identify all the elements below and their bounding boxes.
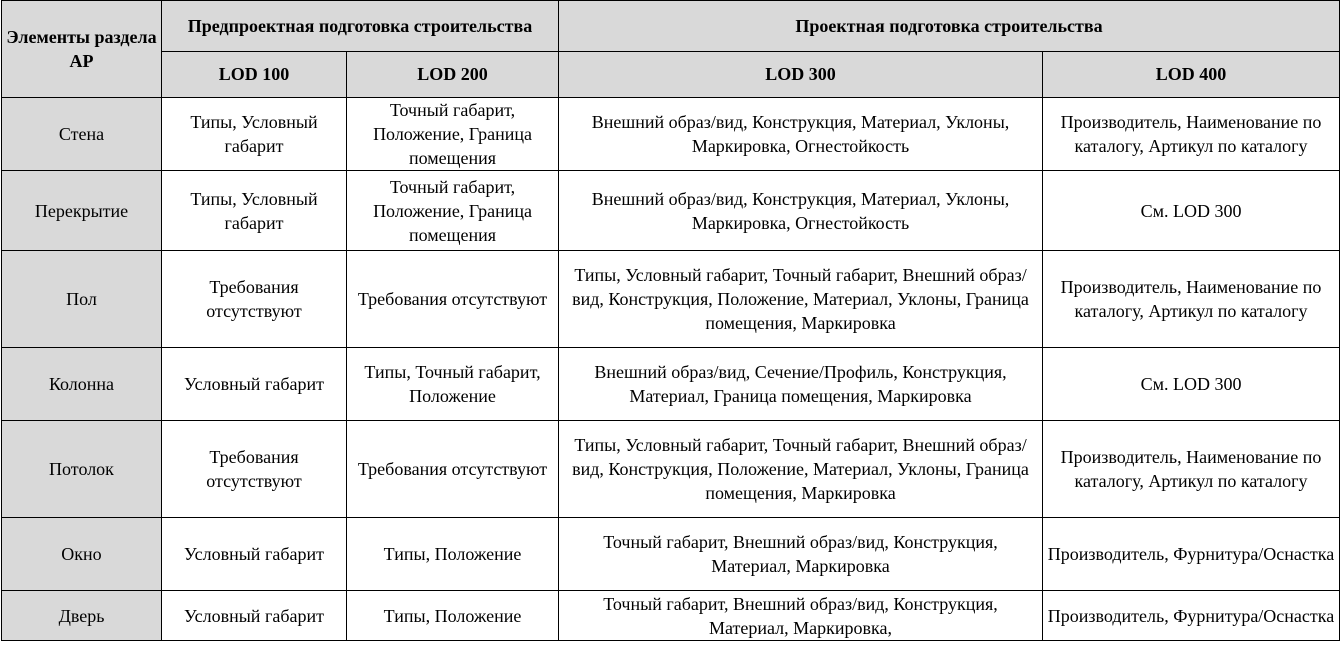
lod200-cell: Требования отсутствуют [347, 251, 559, 348]
lod300-cell: Внешний образ/вид, Конструкция, Материал, Уклоны, Маркировка, Огнестойкость [559, 171, 1043, 251]
lod200-cell: Точный габарит, Положение, Граница помещения [347, 98, 559, 171]
table-row [2, 171, 1340, 251]
lod300-cell: Точный габарит, Внешний образ/вид, Конструкция, Материал, Маркировка, [559, 591, 1043, 641]
lod200-cell: Типы, Положение [347, 518, 559, 591]
preproject-group-header: Предпроектная подготовка строительства [162, 1, 559, 52]
table-row [2, 421, 1340, 518]
lod400-cell: Производитель, Фурнитура/Оснастка [1043, 518, 1340, 591]
lod100-cell: Условный габарит [162, 348, 347, 421]
lod400-cell: Производитель, Наименование по каталогу, Артикул по каталогу [1043, 98, 1340, 171]
element-name: Пол [2, 251, 162, 348]
project-group-header: Проектная подготовка строительства [559, 1, 1340, 52]
table-row [2, 591, 1340, 641]
lod100-cell: Условный габарит [162, 518, 347, 591]
lod200-cell: Типы, Точный габарит, Положение [347, 348, 559, 421]
lod300-cell: Типы, Условный габарит, Точный габарит, Внешний образ/вид, Конструкция, Положение, Материал, Уклоны, Граница помещения, Маркировка [559, 421, 1043, 518]
lod-requirements-table [1, 0, 1340, 641]
lod300-header: LOD 300 [559, 51, 1043, 97]
elements-header: Элементы раздела АР [2, 1, 162, 98]
table-row [2, 98, 1340, 171]
lod400-header: LOD 400 [1043, 51, 1340, 97]
lod300-cell: Типы, Условный габарит, Точный габарит, Внешний образ/вид, Конструкция, Положение, Материал, Уклоны, Граница помещения, Маркировка [559, 251, 1043, 348]
lod200-header: LOD 200 [347, 51, 559, 97]
lod300-cell: Внешний образ/вид, Сечение/Профиль, Конструкция, Материал, Граница помещения, Маркировка [559, 348, 1043, 421]
lod400-cell: См. LOD 300 [1043, 171, 1340, 251]
lod100-cell: Типы, Условный габарит [162, 171, 347, 251]
table-row [2, 518, 1340, 591]
element-name: Дверь [2, 591, 162, 641]
element-name: Перекрытие [2, 171, 162, 251]
lod400-cell: Производитель, Фурнитура/Оснастка [1043, 591, 1340, 641]
element-name: Колонна [2, 348, 162, 421]
lod400-cell: Производитель, Наименование по каталогу, Артикул по каталогу [1043, 251, 1340, 348]
lod200-cell: Точный габарит, Положение, Граница помещения [347, 171, 559, 251]
lod300-cell: Внешний образ/вид, Конструкция, Материал, Уклоны, Маркировка, Огнестойкость [559, 98, 1043, 171]
lod200-cell: Требования отсутствуют [347, 421, 559, 518]
lod300-cell: Точный габарит, Внешний образ/вид, Конструкция, Материал, Маркировка [559, 518, 1043, 591]
element-name: Стена [2, 98, 162, 171]
table-row [2, 251, 1340, 348]
lod400-cell: Производитель, Наименование по каталогу, Артикул по каталогу [1043, 421, 1340, 518]
lod100-cell: Типы, Условный габарит [162, 98, 347, 171]
lod100-cell: Требования отсутствуют [162, 421, 347, 518]
lod400-cell: См. LOD 300 [1043, 348, 1340, 421]
element-name: Потолок [2, 421, 162, 518]
table-row [2, 348, 1340, 421]
lod200-cell: Типы, Положение [347, 591, 559, 641]
element-name: Окно [2, 518, 162, 591]
lod100-cell: Условный габарит [162, 591, 347, 641]
lod100-cell: Требования отсутствуют [162, 251, 347, 348]
lod100-header: LOD 100 [162, 51, 347, 97]
